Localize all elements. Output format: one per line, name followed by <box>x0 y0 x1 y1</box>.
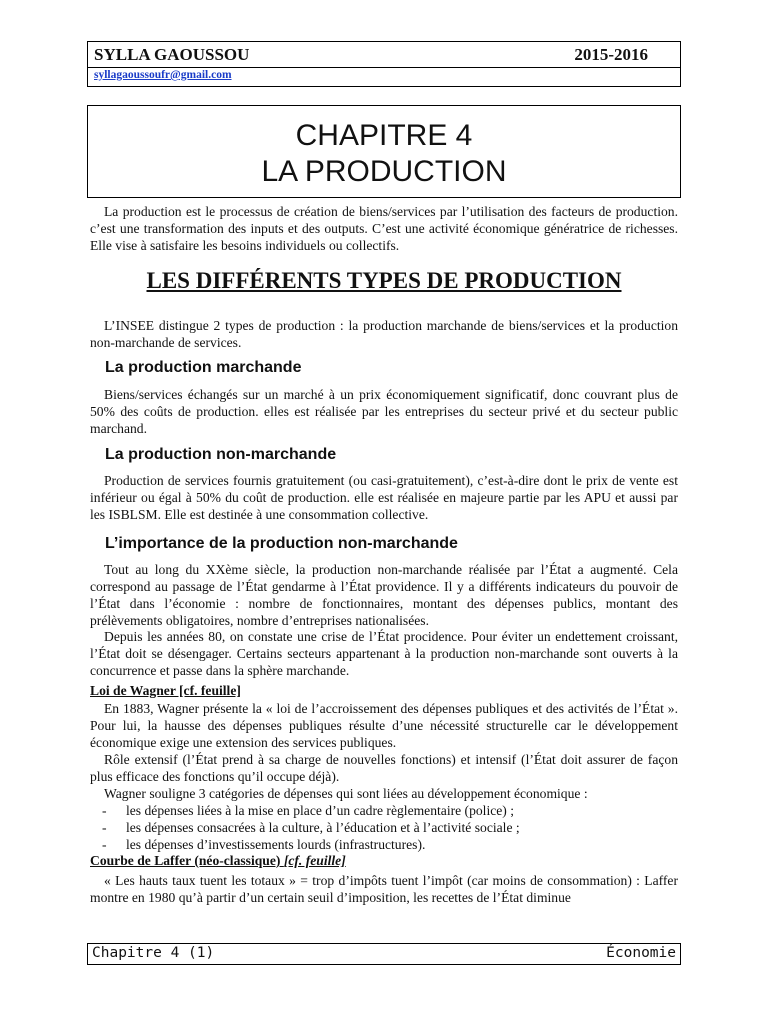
intro-text: La production est le processus de création de biens/services par l’utilisation des facteurs de production. c’est une transformation des inputs et des outputs. C’est une activité économique génératrice de richesses. Elle vise à satisfaire les besoins individuels ou collectifs. <box>90 204 678 253</box>
footer-subject: Économie <box>606 945 676 961</box>
author-name: SYLLA GAOUSSOU <box>94 45 250 64</box>
heading-production-non-marchande: La production non-marchande <box>105 446 337 463</box>
bullet-marker: - <box>102 820 107 835</box>
wagner-text-3: Wagner souligne 3 catégories de dépenses qui sont liées au développement économique : <box>104 786 588 801</box>
bullet-marker: - <box>102 837 107 852</box>
importance-text-1: Tout au long du XXème siècle, la production non-marchande réalisée par l’État a augmenté. Cela correspond au passage de l’État gendarme à l’État providence. Il y a différents indicateurs du pouvoir de l’État dans l’économie : nombre de fonctionnaires, montant des dépenses publics, montant des prélèvements obligatoires, nombre d’entreprises nationalisées. <box>90 562 678 628</box>
wagner-paragraph-2 <box>90 751 678 785</box>
page-footer <box>87 943 681 965</box>
section-title: LES DIFFÉRENTS TYPES DE PRODUCTION <box>146 268 622 293</box>
marchande-text: Biens/services échangés sur un marché à un prix économiquement significatif, donc couvrant plus de 50% des coûts de production. elles est réalisée par les entreprises du secteur privé et du secteur public marchand. <box>90 387 678 436</box>
school-year: 2015-2016 <box>574 45 648 64</box>
bullet-marker: - <box>102 803 107 818</box>
heading-importance: L’importance de la production non-marchande <box>105 535 458 552</box>
heading-loi-de-wagner: Loi de Wagner [cf. feuille] <box>90 683 241 698</box>
list-item-text: les dépenses liées à la mise en place d’un cadre règlementaire (police) ; <box>126 803 514 818</box>
laffer-paragraph <box>90 872 678 906</box>
insee-paragraph <box>90 317 678 351</box>
header-top-row <box>88 42 680 68</box>
chapter-title: LA PRODUCTION <box>261 155 507 188</box>
non-marchande-paragraph <box>90 472 678 523</box>
importance-paragraph-1 <box>90 561 678 629</box>
laffer-heading-ref: [cf. feuille] <box>283 853 346 868</box>
heading-courbe-de-laffer <box>90 853 346 869</box>
non-marchande-text: Production de services fournis gratuitement (ou casi-gratuitement), c’est-à-dire dont le prix de vente est inférieur ou égal à 50% du coût de production. elle est réalisée en majeure partie par les APU et aussi par les ISBLSM. Elle est destinée à une consommation collective. <box>90 473 678 522</box>
wagner-paragraph-1 <box>90 700 678 751</box>
chapter-title-box <box>87 105 681 198</box>
marchande-paragraph <box>90 386 678 437</box>
intro-paragraph <box>90 203 678 254</box>
insee-text: L’INSEE distingue 2 types de production : la production marchande de biens/services et la production non-marchande de services. <box>90 318 678 350</box>
wagner-text-2: Rôle extensif (l’État prend à sa charge de nouvelles fonctions) et intensif (l’État doit assurer de façon plus efficace des fonctions qu’il occupe déjà). <box>90 752 678 784</box>
importance-text-2: Depuis les années 80, on constate une crise de l’État procidence. Pour éviter un endettement croissant, l’État doit se désengager. Certains secteurs appartenant à la production non-marchande sont ouverts à la concurrence et passe dans la sphère marchande. <box>90 629 678 678</box>
wagner-paragraph-3 <box>90 785 678 802</box>
wagner-text-1: En 1883, Wagner présente la « loi de l’accroissement des dépenses publiques et des activités de l’État ». Pour lui, la hausse des dépenses publiques résulte d’une nécessité structurelle car le développement économique exige une extension des services publiques. <box>90 701 678 750</box>
list-item <box>90 802 678 819</box>
document-header <box>87 41 681 87</box>
heading-production-marchande: La production marchande <box>105 359 302 376</box>
footer-chapter: Chapitre 4 (1) <box>92 945 215 961</box>
wagner-bullet-list <box>90 802 678 853</box>
importance-paragraph-2 <box>90 628 678 679</box>
list-item-text: les dépenses consacrées à la culture, à l’éducation et à l’activité sociale ; <box>126 820 520 835</box>
author-email-link[interactable]: syllagaoussoufr@gmail.com <box>94 69 232 81</box>
list-item <box>90 819 678 836</box>
list-item <box>90 836 678 853</box>
list-item-text: les dépenses d’investissements lourds (infrastructures). <box>126 837 426 852</box>
laffer-heading-text: Courbe de Laffer (néo-classique) <box>90 853 284 868</box>
laffer-text: « Les hauts taux tuent les totaux » = trop d’impôts tuent l’impôt (car moins de consommation) : Laffer montre en 1980 qu’à partir d’un certain seuil d’imposition, les recettes de l’État diminue <box>90 873 678 905</box>
chapter-number: CHAPITRE 4 <box>295 119 473 152</box>
